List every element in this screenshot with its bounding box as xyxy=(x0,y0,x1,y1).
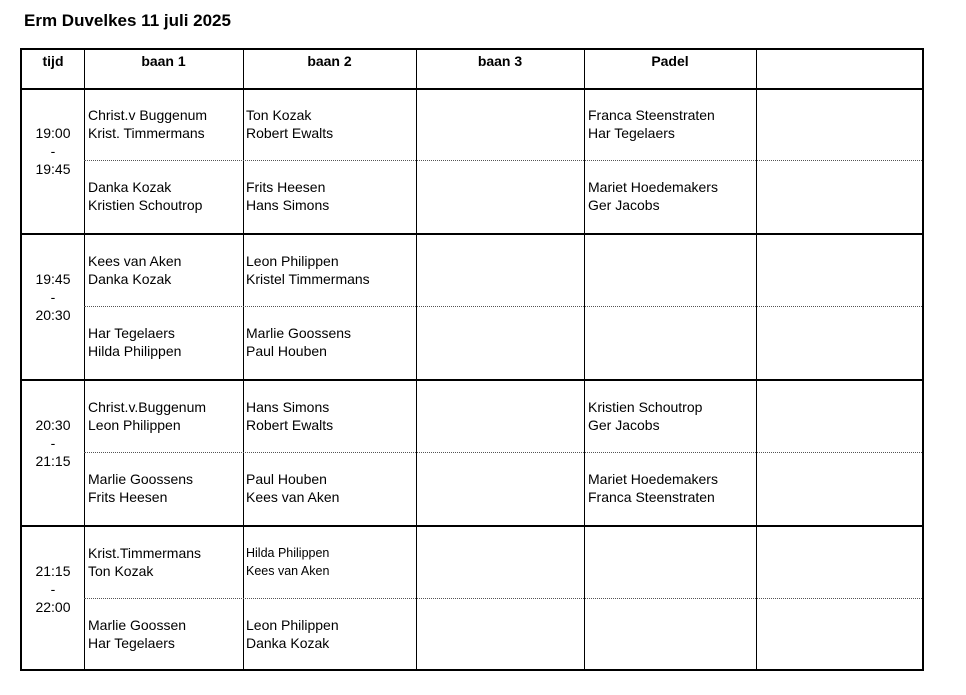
player-name: Har Tegelaers xyxy=(88,325,175,341)
baan-1-pair xyxy=(88,616,186,652)
header-baan-2: baan 2 xyxy=(307,53,352,69)
baan-2-pair xyxy=(246,470,339,506)
player-name: Kees van Aken xyxy=(88,253,182,269)
player-name: Kees van Aken xyxy=(246,489,340,505)
player-name: Har Tegelaers xyxy=(88,635,175,651)
header-empty xyxy=(756,50,922,88)
column-divider xyxy=(584,50,585,669)
baan-2-pair xyxy=(246,398,333,434)
block-divider xyxy=(22,379,922,381)
baan-1-pair xyxy=(88,324,181,360)
player-name: Leon Philippen xyxy=(246,617,339,633)
padel-pair xyxy=(588,470,718,506)
slot-divider xyxy=(84,160,922,161)
slot-divider xyxy=(84,452,922,453)
time-slot xyxy=(22,562,84,616)
player-name: Frits Heesen xyxy=(246,179,326,195)
player-name: Danka Kozak xyxy=(88,271,172,287)
column-divider xyxy=(416,50,417,669)
time-text: 19:45 xyxy=(35,161,71,177)
column-divider xyxy=(243,50,244,669)
player-name: Ger Jacobs xyxy=(588,417,660,433)
block-divider xyxy=(22,525,922,527)
baan-2-pair xyxy=(246,252,370,288)
player-name: Robert Ewalts xyxy=(246,125,334,141)
padel-pair xyxy=(588,398,702,434)
player-name: Kees van Aken xyxy=(246,564,330,578)
player-name: Mariet Hoedemakers xyxy=(588,179,718,195)
player-name: Hilda Philippen xyxy=(88,343,182,359)
header-tijd: tijd xyxy=(42,53,64,69)
time-slot xyxy=(22,270,84,324)
time-text: 20:30 xyxy=(35,417,71,433)
player-name: Robert Ewalts xyxy=(246,417,334,433)
player-name: Franca Steenstraten xyxy=(588,107,715,123)
time-text: 22:00 xyxy=(35,599,71,615)
padel-pair xyxy=(588,106,715,142)
time-text: 19:00 xyxy=(35,125,71,141)
header-baan-1: baan 1 xyxy=(141,53,186,69)
player-name: Ger Jacobs xyxy=(588,197,660,213)
player-name: Kristien Schoutrop xyxy=(588,399,703,415)
player-name: Krist. Timmermans xyxy=(88,125,205,141)
time-text: 21:15 xyxy=(35,453,71,469)
player-name: Har Tegelaers xyxy=(588,125,675,141)
player-name: Mariet Hoedemakers xyxy=(588,471,718,487)
baan-1-pair xyxy=(88,544,201,580)
player-name: Paul Houben xyxy=(246,343,327,359)
padel-pair xyxy=(588,178,718,214)
player-name: Frits Heesen xyxy=(88,489,168,505)
time-text: 20:30 xyxy=(35,307,71,323)
block-divider xyxy=(22,233,922,235)
time-text: 21:15 xyxy=(35,563,71,579)
time-text: - xyxy=(50,581,56,597)
time-slot xyxy=(22,416,84,470)
baan-1-pair xyxy=(88,106,207,142)
player-name: Danka Kozak xyxy=(88,179,172,195)
player-name: Hans Simons xyxy=(246,399,330,415)
baan-1-pair xyxy=(88,178,202,214)
time-slot xyxy=(22,124,84,178)
player-name: Leon Philippen xyxy=(246,253,339,269)
baan-1-pair xyxy=(88,398,206,434)
player-name: Marlie Goossen xyxy=(88,617,187,633)
player-name: Marlie Goossens xyxy=(246,325,352,341)
player-name: Danka Kozak xyxy=(246,635,330,651)
header-baan-3: baan 3 xyxy=(477,53,523,69)
schedule-table xyxy=(20,48,924,671)
column-divider xyxy=(84,50,85,669)
player-name: Kristel Timmermans xyxy=(246,271,370,287)
player-name: Hilda Philippen xyxy=(246,546,330,560)
table-header-row xyxy=(22,50,922,90)
player-name: Paul Houben xyxy=(246,471,327,487)
baan-2-pair xyxy=(246,178,329,214)
page-title: Erm Duvelkes 11 juli 2025 xyxy=(24,11,231,30)
player-name: Krist.Timmermans xyxy=(88,545,202,561)
player-name: Hans Simons xyxy=(246,197,330,213)
player-name: Franca Steenstraten xyxy=(588,489,715,505)
slot-divider xyxy=(84,306,922,307)
baan-2-pair xyxy=(246,106,333,142)
header-padel: Padel xyxy=(651,53,689,69)
baan-2-pair xyxy=(246,616,339,652)
player-name: Ton Kozak xyxy=(246,107,312,123)
player-name: Christ.v Buggenum xyxy=(88,107,208,123)
baan-1-pair xyxy=(88,252,181,288)
time-text: - xyxy=(50,435,56,451)
slot-divider xyxy=(84,598,922,599)
time-text: 19:45 xyxy=(35,271,71,287)
baan-1-pair xyxy=(88,470,193,506)
player-name: Ton Kozak xyxy=(88,563,154,579)
player-name: Leon Philippen xyxy=(88,417,181,433)
time-text: - xyxy=(50,143,56,159)
player-name: Marlie Goossens xyxy=(88,471,194,487)
player-name: Christ.v.Buggenum xyxy=(88,399,207,415)
time-text: - xyxy=(50,289,56,305)
baan-2-pair xyxy=(246,544,329,580)
player-name: Kristien Schoutrop xyxy=(88,197,203,213)
column-divider xyxy=(756,50,757,669)
baan-2-pair xyxy=(246,324,351,360)
